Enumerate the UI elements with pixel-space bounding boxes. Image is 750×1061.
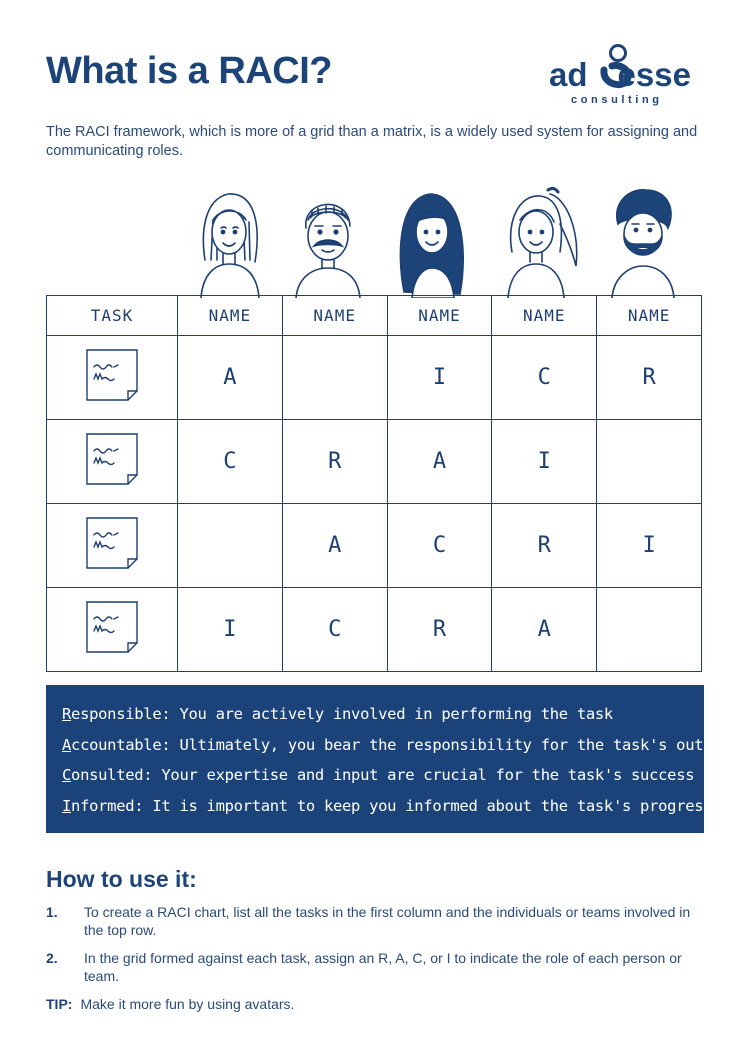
raci-cell: I	[387, 336, 492, 420]
avatar-row	[0, 180, 750, 298]
legend-desc: Ultimately, you bear the responsibility for the task's outcome	[170, 735, 740, 754]
raci-cell: A	[178, 336, 283, 420]
step-number: 1.	[46, 904, 58, 920]
raci-grid	[46, 295, 702, 672]
legend-term-initial: R	[62, 705, 72, 723]
raci-cell: C	[282, 588, 387, 672]
raci-cell	[178, 504, 283, 588]
header-name: NAME	[387, 296, 492, 336]
logo-text-part1: ad	[549, 56, 588, 93]
table-row	[47, 420, 702, 504]
raci-cell	[597, 420, 702, 504]
tip-line	[46, 995, 706, 1013]
legend-consulted	[62, 760, 695, 791]
legend-term: nformed:	[71, 796, 144, 815]
document-icon	[84, 599, 140, 655]
step-item	[46, 903, 706, 939]
raci-cell	[597, 588, 702, 672]
woman-straight-hair-avatar	[183, 180, 273, 298]
raci-cell	[282, 336, 387, 420]
legend-term-initial: A	[62, 735, 72, 754]
document-icon	[84, 431, 140, 487]
header-task: TASK	[47, 296, 178, 336]
raci-cell: A	[492, 588, 597, 672]
legend-term: esponsible:	[71, 705, 171, 723]
header-name: NAME	[178, 296, 283, 336]
legend-accountable	[62, 730, 740, 761]
table-row	[47, 504, 702, 588]
legend-term-initial: C	[62, 766, 72, 784]
raci-cell: R	[387, 588, 492, 672]
raci-cell: A	[282, 504, 387, 588]
legend-term: ccountable:	[71, 735, 171, 754]
table-row	[47, 336, 702, 420]
page-title: What is a RACI?	[46, 50, 332, 92]
legend-desc: Your expertise and input are crucial for the task's success	[152, 766, 695, 784]
raci-cell: I	[492, 420, 597, 504]
legend-desc: It is important to keep you informed about the task's progress	[143, 796, 713, 815]
intro-paragraph: The RACI framework, which is more of a grid than a matrix, is a widely used system for assigning and communicating roles.	[46, 124, 698, 159]
step-item	[46, 949, 706, 985]
adesse-logo	[549, 44, 709, 108]
task-cell	[47, 336, 178, 420]
raci-cell: I	[597, 504, 702, 588]
logo-mark-icon	[598, 44, 632, 94]
raci-cell: A	[387, 420, 492, 504]
tip-text: Make it more fun by using avatars.	[80, 996, 295, 1012]
man-beard-avatar	[598, 180, 688, 298]
woman-ponytail-avatar	[490, 180, 580, 298]
raci-cell: C	[178, 420, 283, 504]
man-mustache-avatar	[282, 180, 372, 298]
raci-cell: R	[282, 420, 387, 504]
step-text: To create a RACI chart, list all the tasks in the first column and the individuals or teams involved in the top row.	[84, 904, 691, 938]
header-name: NAME	[597, 296, 702, 336]
raci-cell: R	[597, 336, 702, 420]
step-text: In the grid formed against each task, assign an R, A, C, or I to indicate the role of each person or team.	[84, 950, 682, 984]
task-cell	[47, 420, 178, 504]
legend-desc: You are actively involved in performing the task	[170, 705, 613, 723]
document-icon	[84, 515, 140, 571]
task-cell	[47, 504, 178, 588]
how-to-use-heading: How to use it:	[46, 866, 197, 892]
header-row	[47, 296, 702, 336]
legend-term-initial: I	[62, 796, 72, 815]
legend-responsible	[62, 699, 688, 730]
step-number: 2.	[46, 950, 58, 966]
raci-cell: I	[178, 588, 283, 672]
legend-informed	[62, 791, 713, 822]
raci-legend	[46, 685, 740, 833]
raci-cell: C	[387, 504, 492, 588]
document-icon	[84, 347, 140, 403]
header-name: NAME	[282, 296, 387, 336]
table-row	[47, 588, 702, 672]
raci-cell: C	[492, 336, 597, 420]
logo-text-part2: esse	[617, 56, 691, 93]
header-name: NAME	[492, 296, 597, 336]
how-to-steps	[46, 903, 706, 1013]
woman-long-hair-avatar	[386, 180, 476, 298]
task-cell	[47, 588, 178, 672]
tip-label: TIP:	[46, 996, 73, 1012]
raci-cell: R	[492, 504, 597, 588]
logo-subtitle: consulting	[571, 94, 663, 106]
legend-term: onsulted:	[71, 766, 153, 784]
